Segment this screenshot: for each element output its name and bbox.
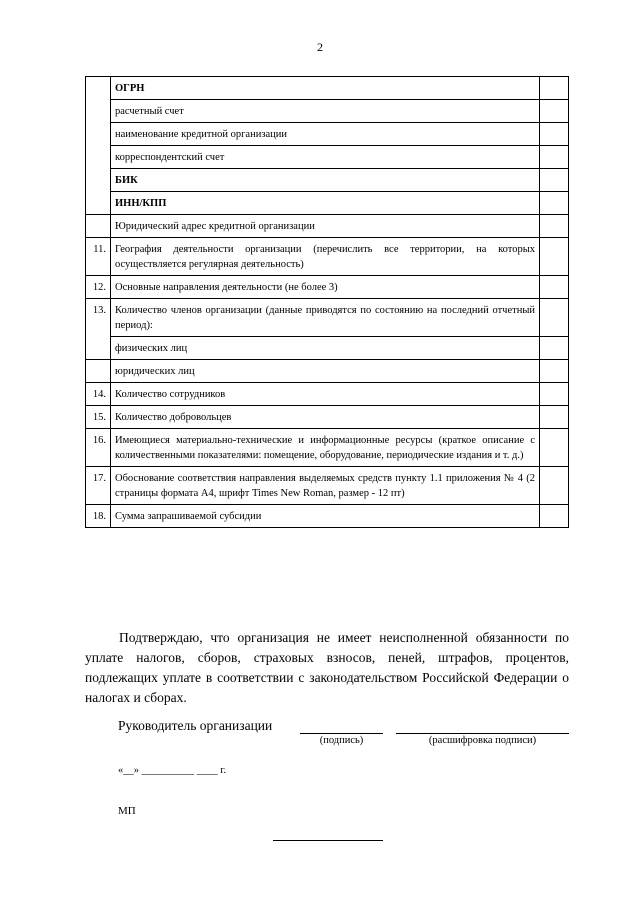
row-number	[86, 77, 111, 100]
row-label: Юридический адрес кредитной организации	[111, 215, 540, 238]
row-number: 16.	[86, 429, 111, 467]
row-label: корреспондентский счет	[111, 146, 540, 169]
table-row	[86, 360, 569, 383]
table-row	[86, 337, 569, 360]
row-value-cell[interactable]	[540, 169, 569, 192]
row-label: расчетный счет	[111, 100, 540, 123]
table-row	[86, 169, 569, 192]
signature-decode-blank[interactable]	[396, 733, 569, 734]
row-number: 11.	[86, 238, 111, 276]
date-line[interactable]: «__» __________ ____ г.	[118, 765, 227, 776]
table-row	[86, 146, 569, 169]
row-value-cell[interactable]	[540, 383, 569, 406]
row-label: Сумма запрашиваемой субсидии	[111, 505, 540, 528]
table-row	[86, 77, 569, 100]
table-row	[86, 123, 569, 146]
row-value-cell[interactable]	[540, 299, 569, 337]
row-number	[86, 123, 111, 146]
row-value-cell[interactable]	[540, 276, 569, 299]
row-value-cell[interactable]	[540, 100, 569, 123]
row-number	[86, 360, 111, 383]
row-number	[86, 100, 111, 123]
row-number: 14.	[86, 383, 111, 406]
row-value-cell[interactable]	[540, 406, 569, 429]
table-row	[86, 100, 569, 123]
row-label: География деятельности организации (перечислить все территории, на которых осуществляется регулярная деятельность)	[111, 238, 540, 276]
signature-caption: (подпись)	[319, 735, 364, 746]
row-label: Количество членов организации (данные приводятся по состоянию на последний отчетный период):	[111, 299, 540, 337]
confirmation-paragraph: Подтверждаю, что организация не имеет неисполненной обязанности по уплате налогов, сборов, страховых взносов, пеней, штрафов, процентов, подлежащих уплате в соответствии с законодательством Российской Федерации о налогах и сборах.	[85, 630, 569, 705]
row-number: 15.	[86, 406, 111, 429]
row-number: 17.	[86, 467, 111, 505]
row-label: физических лиц	[111, 337, 540, 360]
row-value-cell[interactable]	[540, 215, 569, 238]
row-label: ИНН/КПП	[111, 192, 540, 215]
row-value-cell[interactable]	[540, 505, 569, 528]
row-label: юридических лиц	[111, 360, 540, 383]
row-value-cell[interactable]	[540, 429, 569, 467]
table-row	[86, 299, 569, 337]
row-label: БИК	[111, 169, 540, 192]
row-value-cell[interactable]	[540, 146, 569, 169]
row-value-cell[interactable]	[540, 337, 569, 360]
table-row	[86, 505, 569, 528]
signature-label: Руководитель организации	[118, 718, 273, 733]
table-row	[86, 467, 569, 505]
row-value-cell[interactable]	[540, 123, 569, 146]
row-number	[86, 337, 111, 360]
table-row	[86, 406, 569, 429]
row-value-cell[interactable]	[540, 467, 569, 505]
row-label: Обоснование соответствия направления выделяемых средств пункту 1.1 приложения № 4 (2 страницы формата А4, шрифт Times New Roman, размер - 12 пт)	[111, 467, 540, 505]
table-row	[86, 276, 569, 299]
row-number	[86, 215, 111, 238]
table-row	[86, 383, 569, 406]
row-number	[86, 169, 111, 192]
row-value-cell[interactable]	[540, 77, 569, 100]
row-label: наименование кредитной организации	[111, 123, 540, 146]
row-label: ОГРН	[111, 77, 540, 100]
row-value-cell[interactable]	[540, 360, 569, 383]
table-row	[86, 238, 569, 276]
row-value-cell[interactable]	[540, 238, 569, 276]
application-form-table	[85, 76, 569, 528]
row-label: Количество сотрудников	[111, 383, 540, 406]
table-row	[86, 429, 569, 467]
table-row	[86, 215, 569, 238]
stamp-label: МП	[118, 805, 136, 817]
row-label: Количество добровольцев	[111, 406, 540, 429]
row-value-cell[interactable]	[540, 192, 569, 215]
signature-decode-caption: (расшифровка подписи)	[428, 735, 537, 746]
signature-blank[interactable]	[300, 733, 383, 734]
table-row	[86, 192, 569, 215]
row-number: 13.	[86, 299, 111, 337]
row-number	[86, 146, 111, 169]
row-label: Основные направления деятельности (не более 3)	[111, 276, 540, 299]
page-number: 2	[317, 40, 323, 54]
row-number: 12.	[86, 276, 111, 299]
row-number: 18.	[86, 505, 111, 528]
row-label: Имеющиеся материально-технические и информационные ресурсы (краткое описание с количественными показателями: помещение, оборудование, периодические издания и т. д.)	[111, 429, 540, 467]
row-number	[86, 192, 111, 215]
footer-divider	[273, 840, 383, 841]
